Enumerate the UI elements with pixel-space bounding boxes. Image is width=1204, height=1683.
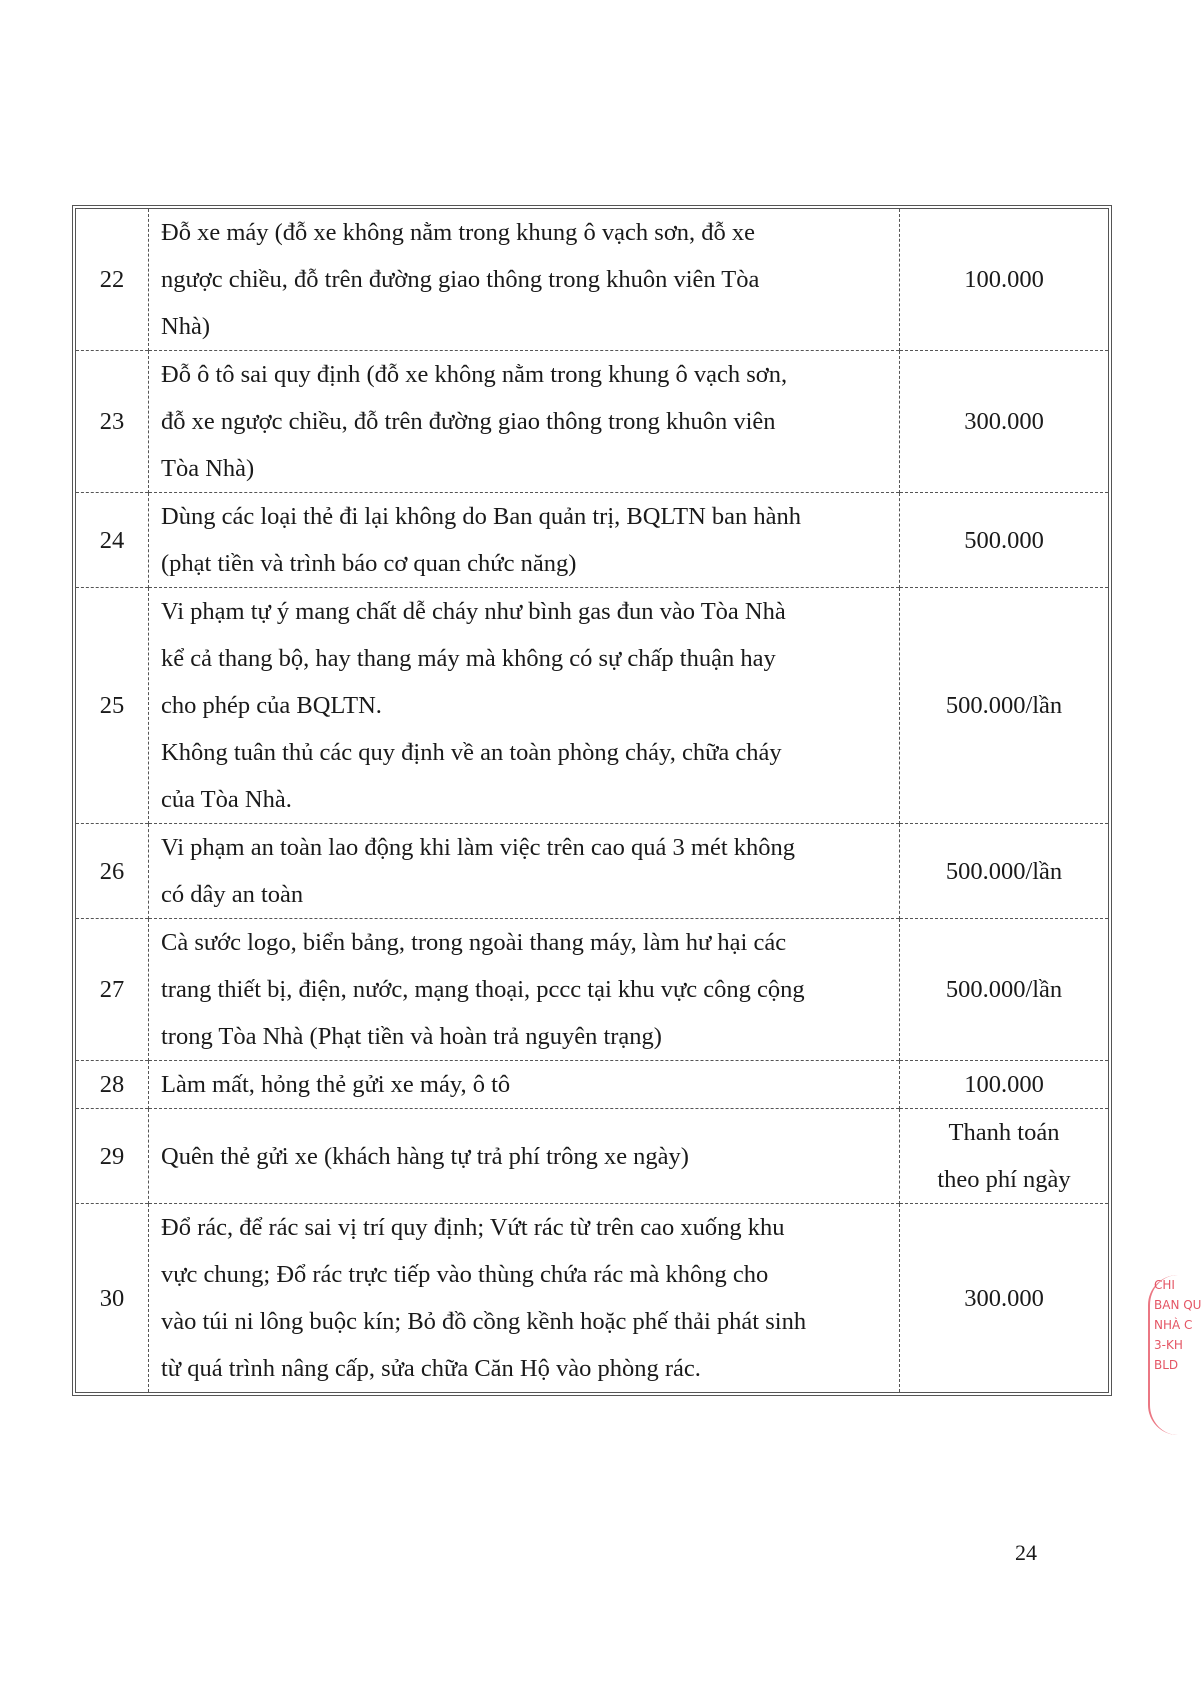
violation-description <box>149 588 900 824</box>
fine-line: 500.000/lần <box>945 692 1063 719</box>
row-number: 22 <box>76 209 149 351</box>
description-line: cho phép của BQLTN. <box>161 692 382 719</box>
fine-amount <box>900 919 1109 1061</box>
table-row <box>76 1109 1108 1204</box>
row-number: 29 <box>76 1109 149 1204</box>
row-number: 30 <box>76 1204 149 1393</box>
description-line: Đỗ xe máy (đỗ xe không nằm trong khung ô vạch sơn, đỗ xe <box>161 219 756 246</box>
fine-amount <box>900 209 1109 351</box>
description-line: Nhà) <box>161 313 210 340</box>
table-row <box>76 1204 1108 1393</box>
fine-amount <box>900 493 1109 588</box>
description-line: vực chung; Đổ rác trực tiếp vào thùng chứa rác mà không cho <box>161 1261 769 1288</box>
fine-line: theo phí ngày <box>937 1166 1071 1193</box>
violation-description <box>149 1061 900 1109</box>
description-line: kể cả thang bộ, hay thang máy mà không có sự chấp thuận hay <box>161 645 776 672</box>
description-line: Đỗ ô tô sai quy định (đỗ xe không nằm trong khung ô vạch sơn, <box>161 361 788 388</box>
description-line: (phạt tiền và trình báo cơ quan chức năng) <box>161 550 577 577</box>
fine-line: 500.000 <box>964 526 1044 554</box>
stamp-text: 3-KH <box>1154 1338 1183 1352</box>
fine-line: 100.000 <box>964 1071 1044 1098</box>
stamp-text: BAN QU <box>1154 1298 1202 1312</box>
table-row <box>76 209 1108 351</box>
description-line: của Tòa Nhà. <box>161 786 292 813</box>
table-row <box>76 493 1108 588</box>
row-number: 24 <box>76 493 149 588</box>
table-row <box>76 919 1108 1061</box>
fine-line: 500.000/lần <box>945 976 1063 1003</box>
violation-description <box>149 1204 900 1393</box>
stamp-text: NHÀ C <box>1154 1318 1193 1332</box>
fine-amount <box>900 588 1109 824</box>
fine-line: 500.000/lần <box>945 857 1063 885</box>
description-line: trong Tòa Nhà (Phạt tiền và hoàn trả nguyên trạng) <box>161 1023 662 1050</box>
description-line: Dùng các loại thẻ đi lại không do Ban quản trị, BQLTN ban hành <box>161 503 802 530</box>
violation-description <box>149 209 900 351</box>
violation-description <box>149 493 900 588</box>
description-line: Vi phạm tự ý mang chất dễ cháy như bình gas đun vào Tòa Nhà <box>161 598 786 625</box>
description-line: Đổ rác, để rác sai vị trí quy định; Vứt rác từ trên cao xuống khu <box>161 1214 785 1241</box>
description-line: Cà sước logo, biển bảng, trong ngoài thang máy, làm hư hại các <box>161 929 787 956</box>
table-row <box>76 1061 1108 1109</box>
description-line: vào túi ni lông buộc kín; Bỏ đồ cồng kềnh hoặc phế thải phát sinh <box>161 1308 807 1335</box>
violation-description <box>149 351 900 493</box>
row-number: 25 <box>76 588 149 824</box>
row-number: 27 <box>76 919 149 1061</box>
fines-table <box>72 205 1112 1396</box>
red-stamp <box>1148 1275 1204 1435</box>
fine-amount <box>900 1109 1109 1204</box>
description-line: Vi phạm an toàn lao động khi làm việc trên cao quá 3 mét không <box>161 834 795 861</box>
fine-line: 300.000 <box>964 1284 1044 1312</box>
description-line: có dây an toàn <box>161 881 304 908</box>
description-line: Quên thẻ gửi xe (khách hàng tự trả phí trông xe ngày) <box>161 1142 689 1170</box>
fine-amount <box>900 824 1109 919</box>
fine-amount <box>900 351 1109 493</box>
fine-line: 300.000 <box>964 408 1044 435</box>
violation-description <box>149 919 900 1061</box>
row-number: 23 <box>76 351 149 493</box>
row-number: 26 <box>76 824 149 919</box>
page-number: 24 <box>1015 1540 1037 1565</box>
violation-description <box>149 1109 900 1204</box>
fine-line: 100.000 <box>964 266 1044 293</box>
row-number: 28 <box>76 1061 149 1109</box>
violation-description <box>149 824 900 919</box>
fine-amount <box>900 1061 1109 1109</box>
description-line: Làm mất, hỏng thẻ gửi xe máy, ô tô <box>161 1071 511 1098</box>
description-line: Không tuân thủ các quy định về an toàn phòng cháy, chữa cháy <box>161 739 782 766</box>
fine-amount <box>900 1204 1109 1393</box>
description-line: ngược chiều, đỗ trên đường giao thông trong khuôn viên Tòa <box>161 266 760 293</box>
fine-line: Thanh toán <box>948 1119 1060 1146</box>
description-line: đỗ xe ngược chiều, đỗ trên đường giao thông trong khuôn viên <box>161 408 776 435</box>
description-line: trang thiết bị, điện, nước, mạng thoại, pccc tại khu vực công cộng <box>161 976 805 1003</box>
description-line: Tòa Nhà) <box>161 455 255 482</box>
stamp-text: CHI <box>1154 1278 1175 1292</box>
table-row <box>76 588 1108 824</box>
table-row <box>76 824 1108 919</box>
table-row <box>76 351 1108 493</box>
description-line: từ quá trình nâng cấp, sửa chữa Căn Hộ vào phòng rác. <box>161 1355 701 1382</box>
stamp-text: BLD <box>1154 1358 1179 1372</box>
